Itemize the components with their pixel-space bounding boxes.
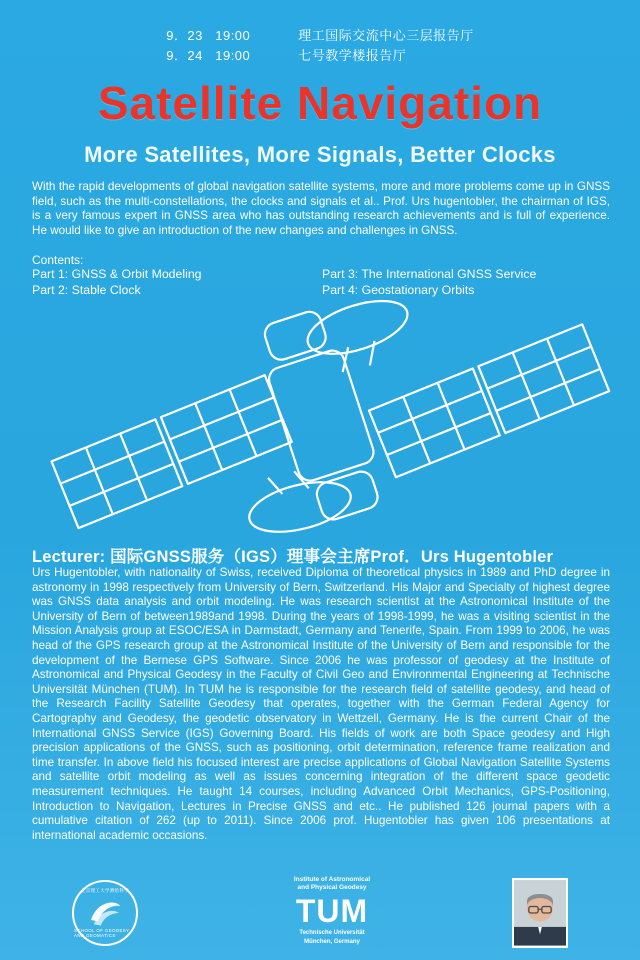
portrait-photo [514, 880, 566, 946]
contents-item: Part 3: The International GNSS Service [322, 267, 537, 281]
page-subtitle: More Satellites, More Signals, Better Clocks [84, 142, 556, 167]
event-dates [166, 26, 250, 66]
tum-logo [272, 876, 392, 946]
satellite-illustration [0, 295, 640, 545]
lecturer-bio: Urs Hugentobler, with nationality of Swiss, received Diploma of theoretical physics in 1989 and PhD degree in astronomy in 1998 respectively from University of Bern, Switzerland. His Major and Specialty of highest degree was GNSS data analysis and orbit modeling. He was research scientist at the Astronomical Institute of the University of Bern of between1989and 1998. During the years of 1998-1999, he was a visiting scientist in the Mission Analysis group at ESOC/ESA in Darmstadt, Germany and Tenerife, Spain. From 1999 to 2006, he was head of the GPS research group at the Astronomical Institute of the University of Bern and responsible for the development of the Bernese GPS Software. Since 2006 he was professor of geodesy at the Institute of Astronomical and Physical Geodesy in the Faculty of Civil Geo and Environmental Engineering at Technische Universität München (TUM). In TUM he is responsible for the research field of satellite geodesy, and head of the Research Facility Satellite Geodesy that operates, together with the German Federal Agency for Cartography and Geodesy, the geodetic observatory in Wettzell, Germany. He is the current Chair of the International GNSS Service (IGS) Governing Board. His fields of work are both Space geodesy and High precision applications of the GNSS, such as positioning, orbit determination, reference frame realization and time transfer. In above field his focused interest are precise applications of Global Navigation Satellite Systems and satellite orbit modeling as well as issues concerning integration of the different space geodetic measurement techniques. He taught 14 courses, including Advanced Orbit Mechanics, GPS-Positioning, Introduction to Navigation, Lectures in Precise GNSS and etc.. He published 126 journal papers with a cumulative citation of 262 (up to 2011). Since 2006 prof. Hugentobler has given 106 presentations at international academic occasions. [32, 566, 610, 842]
contents-column-left [32, 267, 322, 298]
contents-item: Part 2: Stable Clock [32, 282, 141, 297]
contents-column-right [322, 267, 602, 298]
event-date-1: 9．23 19:00 [166, 28, 251, 43]
contents-item: Part 1: GNSS & Orbit Modeling [32, 267, 202, 281]
abstract-text: With the rapid developments of global navigation satellite systems, more and more problems come up in GNSS field, such as the multi-constellations, the clocks and signals et al.. Prof. Urs hugentobler, the chairman of IGS, is a very famous expert in GNSS area who has outstanding research achievements and is full of experience. He would like to give an introduction of the new changes and challenges in GNSS. [32, 180, 610, 237]
contents-label: Contents: [32, 253, 84, 267]
lecturer-line: Lecturer: 国际GNSS服务（IGS）理事会主席Prof．Urs Hugentobler [32, 548, 554, 566]
footer [0, 872, 640, 960]
tum-institute-line-2: and Physical Geodesy [297, 884, 367, 891]
event-date-2: 9．24 19:00 [166, 48, 251, 63]
university-logo [72, 880, 138, 946]
header [0, 26, 640, 66]
university-logo-ring-top: 北京理工大学测绘科学 [81, 888, 129, 893]
contents-item: Part 4: Geostationary Orbits [322, 282, 475, 297]
event-venue-2: 七号教学楼报告厅 [298, 48, 407, 63]
university-logo-ring-bottom: SCHOOL OF GEODESY AND GEOMATICS [74, 928, 130, 938]
event-venues [298, 26, 474, 66]
lecturer-portrait [512, 878, 568, 948]
tum-wordmark: TUM [295, 893, 369, 929]
page-title: Satellite Navigation [97, 77, 543, 129]
contents-list [32, 267, 610, 298]
tum-institute-line-1: Institute of Astronomical [293, 876, 371, 883]
event-venue-1: 理工国际交流中心三层报告厅 [298, 28, 474, 43]
tum-sub-line-1: Technische Universität [299, 930, 365, 936]
tum-sub-line-2: München, Germany [304, 939, 360, 945]
